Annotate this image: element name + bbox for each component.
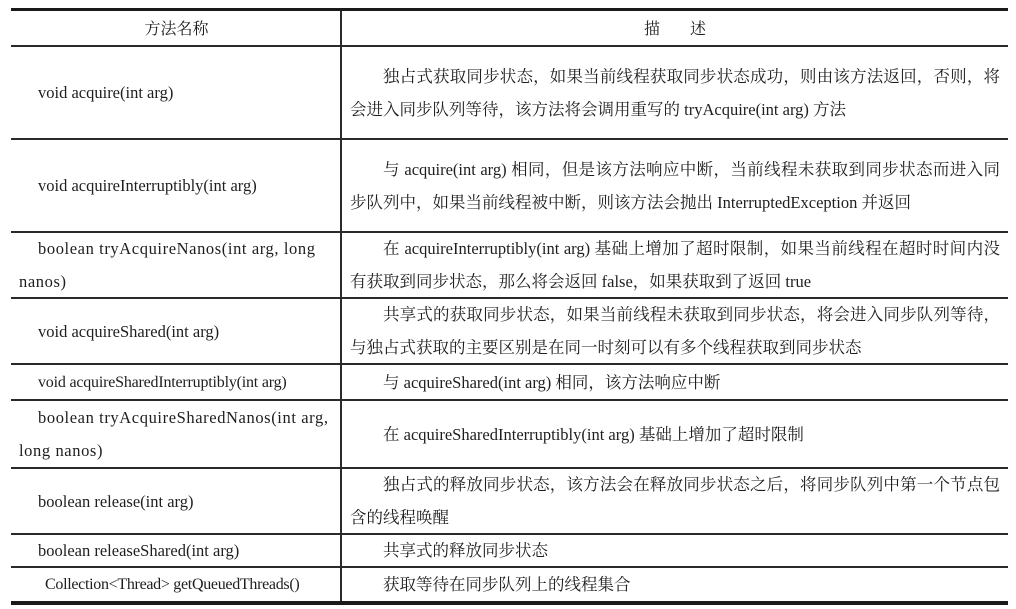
method-name: boolean release(int arg)	[38, 491, 194, 511]
method-name: void acquire(int arg)	[38, 83, 174, 102]
method-description: 独占式获取同步状态，如果当前线程获取同步状态成功，则由该方法返回，否则，将会进入同步队列等待，该方法将会调用重写的 tryAcquire(int arg) 方法	[350, 66, 1000, 119]
table-header-row	[11, 11, 1008, 45]
method-name: void acquireShared(int arg)	[38, 321, 220, 341]
method-name: boolean releaseShared(int arg)	[38, 541, 240, 560]
header-description	[342, 11, 1008, 45]
description-cell	[342, 299, 1008, 363]
description-cell	[342, 568, 1008, 601]
method-description: 独占式的释放同步状态，该方法会在释放同步状态之后，将同步队列中第一个节点包含的线程唤醒	[350, 475, 1000, 527]
method-table	[11, 8, 1008, 605]
method-cell	[11, 568, 342, 601]
table-row	[11, 231, 1008, 297]
table-row	[11, 363, 1008, 399]
method-name: boolean tryAcquireSharedNanos(int arg, long nanos)	[19, 408, 329, 460]
method-description: 在 acquireSharedInterruptibly(int arg) 基础上增加了超时限制	[383, 424, 804, 444]
method-description: 获取等待在同步队列上的线程集合	[383, 575, 631, 594]
method-description: 共享式的获取同步状态，如果当前线程未获取到同步状态，将会进入同步队列等待，与独占式获取的主要区别是在同一时刻可以有多个线程获取到同步状态	[350, 305, 1000, 357]
method-cell	[11, 365, 342, 399]
method-description: 与 acquire(int arg) 相同，但是该方法响应中断，当前线程未获取到同步状态而进入同步队列中，如果当前线程被中断，则该方法会抛出 InterruptedException 并返回	[350, 159, 1000, 212]
table-row	[11, 297, 1008, 363]
description-cell	[342, 365, 1008, 399]
table-row	[11, 533, 1008, 566]
method-cell	[11, 535, 342, 566]
description-cell	[342, 140, 1008, 231]
description-cell	[342, 47, 1008, 138]
description-cell	[342, 401, 1008, 467]
method-cell	[11, 299, 342, 363]
method-description: 共享式的释放同步状态	[383, 541, 548, 560]
method-description: 与 acquireShared(int arg) 相同，该方法响应中断	[383, 372, 721, 392]
table-row	[11, 45, 1008, 138]
method-cell	[11, 140, 342, 231]
method-cell	[11, 401, 342, 467]
method-name: Collection<Thread> getQueuedThreads()	[45, 576, 300, 593]
method-name: void acquireSharedInterruptibly(int arg)	[38, 373, 287, 391]
method-name: boolean tryAcquireNanos(int arg, long nanos)	[19, 239, 316, 291]
table-row	[11, 566, 1008, 601]
description-cell	[342, 535, 1008, 566]
table-row	[11, 467, 1008, 533]
method-name: void acquireInterruptibly(int arg)	[38, 176, 257, 195]
header-method-name	[11, 11, 342, 45]
header-description-label: 描述	[643, 18, 736, 38]
header-method-name-label: 方法名称	[144, 18, 209, 38]
method-cell	[11, 469, 342, 533]
method-description: 在 acquireInterruptibly(int arg) 基础上增加了超时限制，如果当前线程在超时时间内没有获取到同步状态，那么将会返回 false，如果获取到了返回 true	[350, 239, 1000, 291]
method-cell	[11, 47, 342, 138]
table-row	[11, 399, 1008, 467]
method-cell	[11, 233, 342, 297]
description-cell	[342, 233, 1008, 297]
table-row	[11, 138, 1008, 231]
description-cell	[342, 469, 1008, 533]
